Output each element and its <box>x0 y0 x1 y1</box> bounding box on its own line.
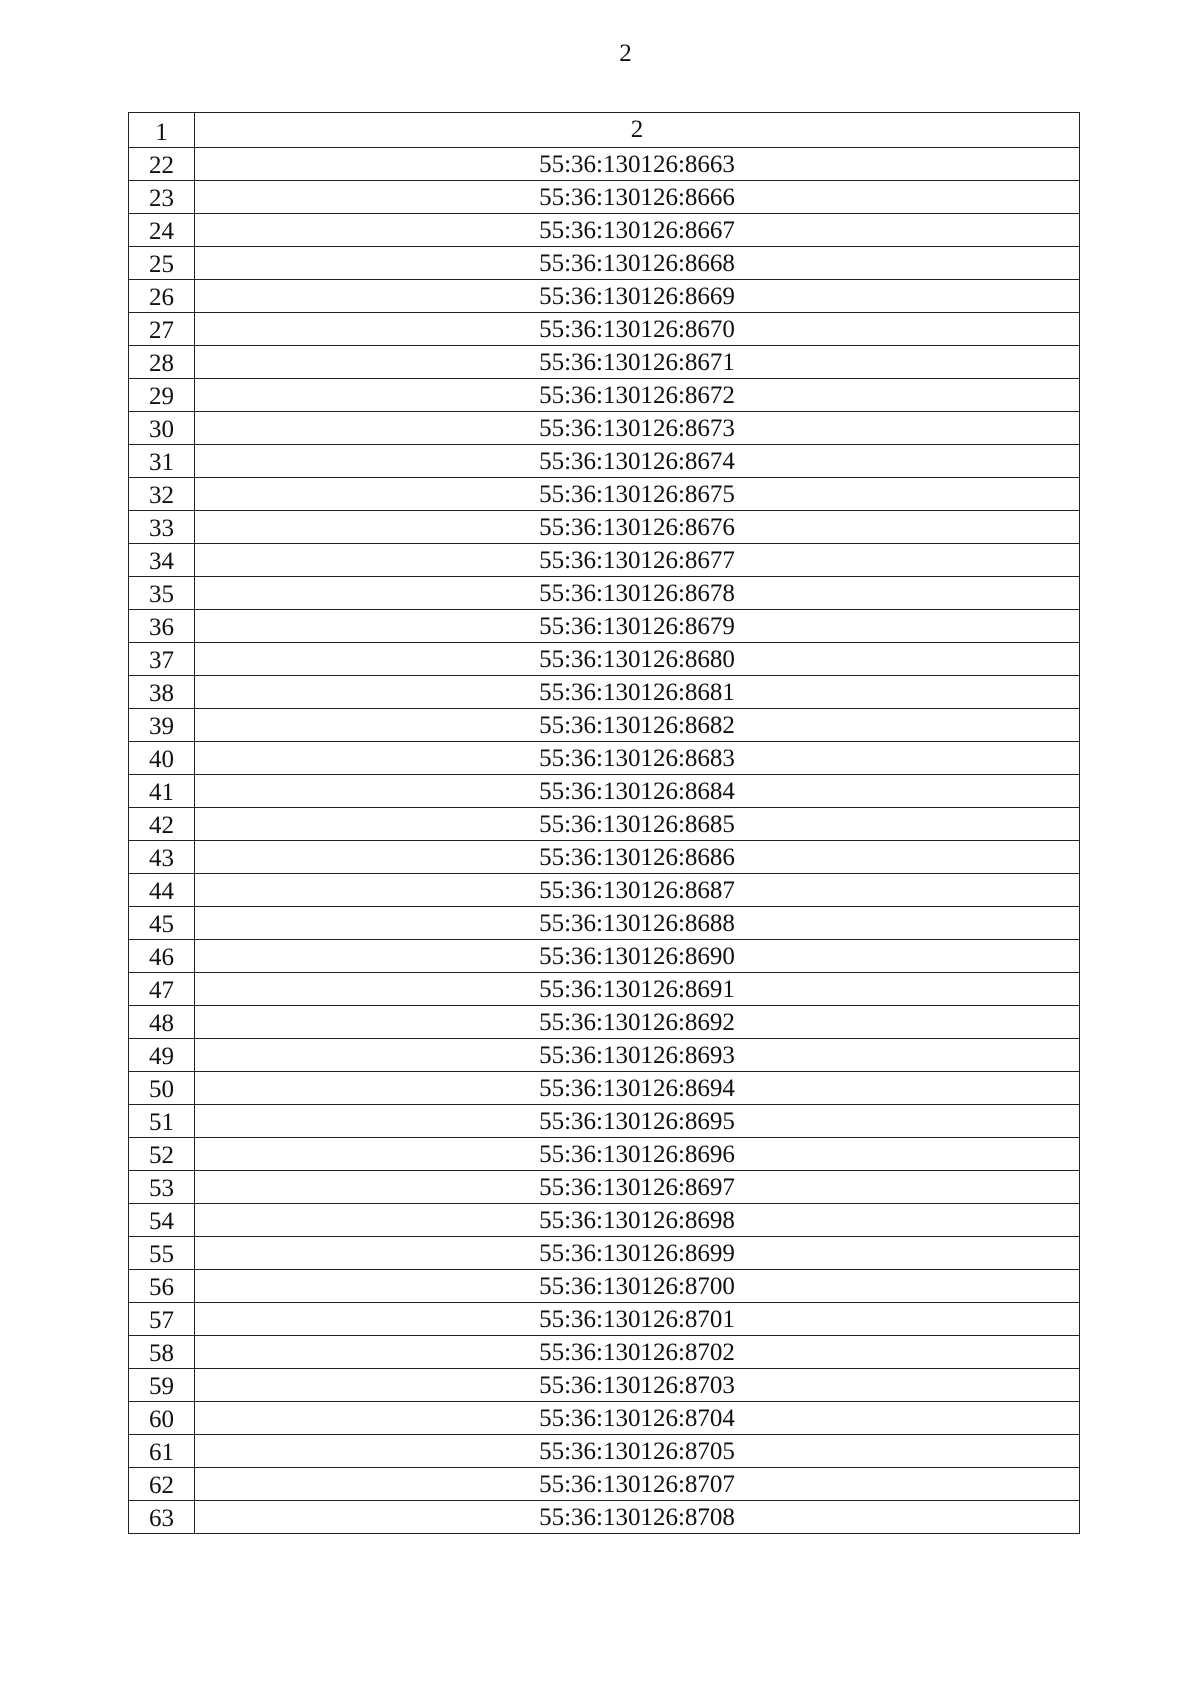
row-number-cell: 27 <box>129 313 195 346</box>
row-number-cell: 28 <box>129 346 195 379</box>
row-number-cell: 48 <box>129 1006 195 1039</box>
table-row <box>129 1006 1080 1039</box>
cadastral-number-table <box>128 112 1080 1534</box>
table-row <box>129 214 1080 247</box>
cadastral-number-cell: 55:36:130126:8663 <box>195 148 1080 181</box>
cadastral-number-cell: 55:36:130126:8698 <box>195 1204 1080 1237</box>
table-row <box>129 412 1080 445</box>
row-number-cell: 24 <box>129 214 195 247</box>
row-number-cell: 61 <box>129 1435 195 1468</box>
cadastral-number-cell: 55:36:130126:8708 <box>195 1501 1080 1534</box>
row-number-cell: 62 <box>129 1468 195 1501</box>
row-number-cell: 37 <box>129 643 195 676</box>
table-row <box>129 478 1080 511</box>
table-row <box>129 973 1080 1006</box>
cadastral-number-cell: 55:36:130126:8687 <box>195 874 1080 907</box>
table-row <box>129 1039 1080 1072</box>
cadastral-number-cell: 55:36:130126:8702 <box>195 1336 1080 1369</box>
row-number-cell: 59 <box>129 1369 195 1402</box>
table-row <box>129 1072 1080 1105</box>
row-number-cell: 57 <box>129 1303 195 1336</box>
table-row <box>129 1402 1080 1435</box>
column-header-value: 2 <box>195 113 1080 148</box>
table-row <box>129 643 1080 676</box>
table-row <box>129 1501 1080 1534</box>
cadastral-number-cell: 55:36:130126:8675 <box>195 478 1080 511</box>
column-header-number: 1 <box>129 113 195 148</box>
table-row <box>129 445 1080 478</box>
table-row <box>129 148 1080 181</box>
table-row <box>129 511 1080 544</box>
row-number-cell: 49 <box>129 1039 195 1072</box>
row-number-cell: 25 <box>129 247 195 280</box>
table-row <box>129 1138 1080 1171</box>
cadastral-number-cell: 55:36:130126:8681 <box>195 676 1080 709</box>
row-number-cell: 58 <box>129 1336 195 1369</box>
cadastral-number-cell: 55:36:130126:8686 <box>195 841 1080 874</box>
page-number: 2 <box>619 40 632 67</box>
table-row <box>129 1435 1080 1468</box>
cadastral-number-cell: 55:36:130126:8705 <box>195 1435 1080 1468</box>
table-row <box>129 379 1080 412</box>
cadastral-number-table-container <box>128 112 1080 1534</box>
row-number-cell: 53 <box>129 1171 195 1204</box>
cadastral-number-cell: 55:36:130126:8703 <box>195 1369 1080 1402</box>
row-number-cell: 46 <box>129 940 195 973</box>
cadastral-number-cell: 55:36:130126:8696 <box>195 1138 1080 1171</box>
row-number-cell: 26 <box>129 280 195 313</box>
cadastral-number-cell: 55:36:130126:8707 <box>195 1468 1080 1501</box>
table-row <box>129 907 1080 940</box>
table-row <box>129 577 1080 610</box>
table-row <box>129 313 1080 346</box>
cadastral-number-cell: 55:36:130126:8673 <box>195 412 1080 445</box>
cadastral-number-cell: 55:36:130126:8682 <box>195 709 1080 742</box>
cadastral-number-cell: 55:36:130126:8679 <box>195 610 1080 643</box>
row-number-cell: 55 <box>129 1237 195 1270</box>
cadastral-number-cell: 55:36:130126:8700 <box>195 1270 1080 1303</box>
row-number-cell: 40 <box>129 742 195 775</box>
cadastral-number-cell: 55:36:130126:8692 <box>195 1006 1080 1039</box>
row-number-cell: 30 <box>129 412 195 445</box>
table-row <box>129 1270 1080 1303</box>
cadastral-number-cell: 55:36:130126:8671 <box>195 346 1080 379</box>
cadastral-number-cell: 55:36:130126:8697 <box>195 1171 1080 1204</box>
cadastral-number-cell: 55:36:130126:8668 <box>195 247 1080 280</box>
cadastral-number-cell: 55:36:130126:8694 <box>195 1072 1080 1105</box>
table-row <box>129 1204 1080 1237</box>
row-number-cell: 41 <box>129 775 195 808</box>
table-row <box>129 1336 1080 1369</box>
cadastral-number-cell: 55:36:130126:8690 <box>195 940 1080 973</box>
row-number-cell: 23 <box>129 181 195 214</box>
row-number-cell: 29 <box>129 379 195 412</box>
cadastral-number-cell: 55:36:130126:8672 <box>195 379 1080 412</box>
table-row <box>129 1468 1080 1501</box>
cadastral-number-cell: 55:36:130126:8701 <box>195 1303 1080 1336</box>
cadastral-number-cell: 55:36:130126:8685 <box>195 808 1080 841</box>
row-number-cell: 56 <box>129 1270 195 1303</box>
table-row <box>129 742 1080 775</box>
cadastral-number-cell: 55:36:130126:8676 <box>195 511 1080 544</box>
cadastral-number-cell: 55:36:130126:8693 <box>195 1039 1080 1072</box>
table-row <box>129 1237 1080 1270</box>
row-number-cell: 51 <box>129 1105 195 1138</box>
table-row <box>129 709 1080 742</box>
row-number-cell: 43 <box>129 841 195 874</box>
cadastral-number-cell: 55:36:130126:8666 <box>195 181 1080 214</box>
cadastral-number-cell: 55:36:130126:8677 <box>195 544 1080 577</box>
table-row <box>129 874 1080 907</box>
row-number-cell: 33 <box>129 511 195 544</box>
row-number-cell: 39 <box>129 709 195 742</box>
row-number-cell: 31 <box>129 445 195 478</box>
table-row <box>129 280 1080 313</box>
row-number-cell: 60 <box>129 1402 195 1435</box>
table-row <box>129 841 1080 874</box>
row-number-cell: 52 <box>129 1138 195 1171</box>
row-number-cell: 54 <box>129 1204 195 1237</box>
table-row <box>129 676 1080 709</box>
row-number-cell: 32 <box>129 478 195 511</box>
table-body <box>129 113 1080 1534</box>
cadastral-number-cell: 55:36:130126:8704 <box>195 1402 1080 1435</box>
row-number-cell: 42 <box>129 808 195 841</box>
table-header-row <box>129 113 1080 148</box>
cadastral-number-cell: 55:36:130126:8680 <box>195 643 1080 676</box>
table-row <box>129 1303 1080 1336</box>
table-row <box>129 940 1080 973</box>
row-number-cell: 63 <box>129 1501 195 1534</box>
table-row <box>129 808 1080 841</box>
cadastral-number-cell: 55:36:130126:8667 <box>195 214 1080 247</box>
cadastral-number-cell: 55:36:130126:8684 <box>195 775 1080 808</box>
cadastral-number-cell: 55:36:130126:8683 <box>195 742 1080 775</box>
table-row <box>129 610 1080 643</box>
cadastral-number-cell: 55:36:130126:8688 <box>195 907 1080 940</box>
cadastral-number-cell: 55:36:130126:8678 <box>195 577 1080 610</box>
table-row <box>129 775 1080 808</box>
cadastral-number-cell: 55:36:130126:8669 <box>195 280 1080 313</box>
row-number-cell: 36 <box>129 610 195 643</box>
row-number-cell: 47 <box>129 973 195 1006</box>
table-row <box>129 181 1080 214</box>
cadastral-number-cell: 55:36:130126:8695 <box>195 1105 1080 1138</box>
cadastral-number-cell: 55:36:130126:8670 <box>195 313 1080 346</box>
table-row <box>129 346 1080 379</box>
cadastral-number-cell: 55:36:130126:8691 <box>195 973 1080 1006</box>
row-number-cell: 38 <box>129 676 195 709</box>
cadastral-number-cell: 55:36:130126:8699 <box>195 1237 1080 1270</box>
table-row <box>129 247 1080 280</box>
table-row <box>129 1105 1080 1138</box>
cadastral-number-cell: 55:36:130126:8674 <box>195 445 1080 478</box>
table-row <box>129 544 1080 577</box>
row-number-cell: 50 <box>129 1072 195 1105</box>
row-number-cell: 35 <box>129 577 195 610</box>
row-number-cell: 22 <box>129 148 195 181</box>
table-row <box>129 1369 1080 1402</box>
row-number-cell: 44 <box>129 874 195 907</box>
row-number-cell: 34 <box>129 544 195 577</box>
table-row <box>129 1171 1080 1204</box>
row-number-cell: 45 <box>129 907 195 940</box>
